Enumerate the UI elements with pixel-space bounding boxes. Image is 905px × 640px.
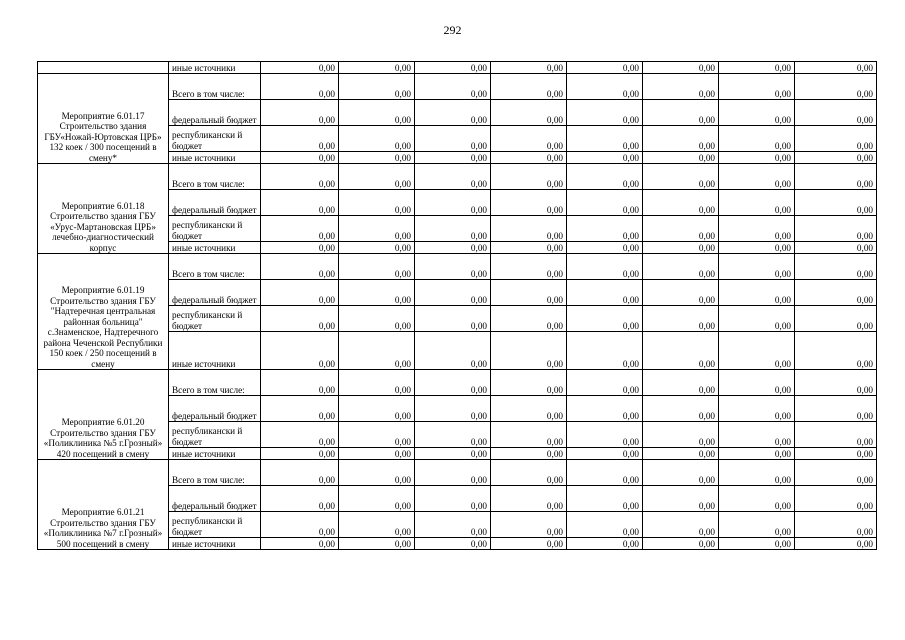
value-cell: 0,00 — [567, 190, 643, 216]
value-cell: 0,00 — [261, 216, 339, 242]
value-cell: 0,00 — [719, 74, 795, 100]
value-cell: 0,00 — [795, 332, 877, 370]
measure-title: Мероприятие 6.01.17 Строительство здания ГБУ«Ножай-Юртовская ЦРБ» 132 коек / 300 посещений в смену* — [38, 74, 169, 164]
value-cell: 0,00 — [491, 460, 567, 486]
value-cell: 0,00 — [567, 460, 643, 486]
value-cell: 0,00 — [491, 62, 567, 74]
value-cell: 0,00 — [261, 306, 339, 332]
value-cell: 0,00 — [795, 512, 877, 538]
value-cell: 0,00 — [795, 538, 877, 550]
value-cell: 0,00 — [567, 74, 643, 100]
value-cell: 0,00 — [719, 190, 795, 216]
value-cell: 0,00 — [491, 396, 567, 422]
value-cell: 0,00 — [795, 460, 877, 486]
value-cell: 0,00 — [491, 242, 567, 254]
value-cell: 0,00 — [795, 280, 877, 306]
value-cell: 0,00 — [795, 100, 877, 126]
value-cell: 0,00 — [643, 164, 719, 190]
value-cell: 0,00 — [795, 396, 877, 422]
table-row — [38, 254, 877, 280]
funding-source: Всего в том числе: — [169, 164, 261, 190]
value-cell: 0,00 — [415, 62, 491, 74]
value-cell: 0,00 — [567, 280, 643, 306]
value-cell: 0,00 — [795, 216, 877, 242]
funding-source: иные источники — [169, 448, 261, 460]
funding-source: федеральный бюджет — [169, 396, 261, 422]
value-cell: 0,00 — [339, 306, 415, 332]
value-cell: 0,00 — [795, 242, 877, 254]
value-cell: 0,00 — [339, 62, 415, 74]
value-cell: 0,00 — [567, 512, 643, 538]
value-cell: 0,00 — [491, 216, 567, 242]
value-cell: 0,00 — [339, 538, 415, 550]
value-cell: 0,00 — [643, 62, 719, 74]
value-cell: 0,00 — [643, 254, 719, 280]
value-cell: 0,00 — [719, 396, 795, 422]
value-cell: 0,00 — [643, 422, 719, 448]
value-cell: 0,00 — [795, 164, 877, 190]
value-cell: 0,00 — [643, 486, 719, 512]
value-cell: 0,00 — [491, 370, 567, 396]
page-number: 292 — [443, 23, 462, 37]
value-cell: 0,00 — [415, 126, 491, 152]
funding-source: республикански й бюджет — [169, 216, 261, 242]
value-cell: 0,00 — [339, 370, 415, 396]
measure-title: Мероприятие 6.01.21 Строительство здания ГБУ «Поликлиника №7 г.Грозный» 500 посещений в смену — [38, 460, 169, 550]
value-cell: 0,00 — [415, 460, 491, 486]
value-cell: 0,00 — [261, 280, 339, 306]
value-cell: 0,00 — [567, 448, 643, 460]
value-cell: 0,00 — [491, 332, 567, 370]
value-cell: 0,00 — [643, 280, 719, 306]
funding-source: иные источники — [169, 538, 261, 550]
funding-source: Всего в том числе: — [169, 370, 261, 396]
funding-source: республикански й бюджет — [169, 126, 261, 152]
value-cell: 0,00 — [261, 538, 339, 550]
funding-source: республикански й бюджет — [169, 422, 261, 448]
value-cell: 0,00 — [567, 216, 643, 242]
value-cell: 0,00 — [339, 486, 415, 512]
value-cell: 0,00 — [491, 74, 567, 100]
value-cell: 0,00 — [719, 486, 795, 512]
funding-source: иные источники — [169, 242, 261, 254]
value-cell: 0,00 — [795, 190, 877, 216]
funding-source: иные источники — [169, 332, 261, 370]
value-cell: 0,00 — [643, 306, 719, 332]
value-cell: 0,00 — [261, 164, 339, 190]
value-cell: 0,00 — [339, 254, 415, 280]
value-cell: 0,00 — [339, 396, 415, 422]
table-row — [38, 164, 877, 190]
value-cell: 0,00 — [415, 448, 491, 460]
value-cell: 0,00 — [719, 126, 795, 152]
value-cell: 0,00 — [567, 100, 643, 126]
value-cell: 0,00 — [567, 422, 643, 448]
value-cell: 0,00 — [643, 126, 719, 152]
value-cell: 0,00 — [567, 538, 643, 550]
value-cell: 0,00 — [415, 190, 491, 216]
value-cell: 0,00 — [719, 512, 795, 538]
value-cell: 0,00 — [415, 370, 491, 396]
value-cell: 0,00 — [491, 100, 567, 126]
value-cell: 0,00 — [339, 460, 415, 486]
value-cell: 0,00 — [339, 280, 415, 306]
value-cell: 0,00 — [719, 100, 795, 126]
value-cell: 0,00 — [415, 512, 491, 538]
value-cell: 0,00 — [567, 332, 643, 370]
value-cell: 0,00 — [415, 216, 491, 242]
value-cell: 0,00 — [491, 190, 567, 216]
value-cell: 0,00 — [261, 486, 339, 512]
value-cell: 0,00 — [415, 280, 491, 306]
value-cell: 0,00 — [415, 152, 491, 164]
value-cell: 0,00 — [261, 100, 339, 126]
value-cell: 0,00 — [415, 422, 491, 448]
value-cell: 0,00 — [261, 152, 339, 164]
value-cell: 0,00 — [795, 486, 877, 512]
value-cell: 0,00 — [491, 280, 567, 306]
value-cell: 0,00 — [719, 216, 795, 242]
measure-title: Мероприятие 6.01.20 Строительство здания ГБУ «Поликлиника №5 г.Грозный» 420 посещений в смену — [38, 370, 169, 460]
value-cell: 0,00 — [795, 422, 877, 448]
value-cell: 0,00 — [415, 74, 491, 100]
value-cell: 0,00 — [261, 370, 339, 396]
value-cell: 0,00 — [339, 74, 415, 100]
value-cell: 0,00 — [719, 460, 795, 486]
table-row — [38, 74, 877, 100]
table-row — [38, 370, 877, 396]
value-cell: 0,00 — [491, 448, 567, 460]
value-cell: 0,00 — [491, 486, 567, 512]
value-cell: 0,00 — [643, 242, 719, 254]
value-cell: 0,00 — [261, 242, 339, 254]
funding-source: республикански й бюджет — [169, 306, 261, 332]
value-cell: 0,00 — [643, 512, 719, 538]
value-cell: 0,00 — [567, 306, 643, 332]
value-cell: 0,00 — [339, 242, 415, 254]
value-cell: 0,00 — [491, 422, 567, 448]
measure-title: Мероприятие 6.01.18 Строительство здания ГБУ «Урус-Мартановская ЦРБ» лечебно-диагностический корпус — [38, 164, 169, 254]
value-cell: 0,00 — [261, 332, 339, 370]
measure-title: Мероприятие 6.01.19 Строительство здания ГБУ "Надтеречная центральная районная больница" с.Знаменское, Надтеречного района Чеченской Республики 150 коек / 250 посещений в смену — [38, 254, 169, 370]
value-cell: 0,00 — [795, 370, 877, 396]
funding-source: Всего в том числе: — [169, 254, 261, 280]
value-cell: 0,00 — [261, 74, 339, 100]
value-cell: 0,00 — [415, 164, 491, 190]
value-cell: 0,00 — [415, 254, 491, 280]
empty-cell — [38, 62, 169, 74]
value-cell: 0,00 — [567, 62, 643, 74]
value-cell: 0,00 — [567, 164, 643, 190]
value-cell: 0,00 — [339, 100, 415, 126]
value-cell: 0,00 — [491, 512, 567, 538]
value-cell: 0,00 — [719, 280, 795, 306]
value-cell: 0,00 — [719, 538, 795, 550]
value-cell: 0,00 — [643, 448, 719, 460]
value-cell: 0,00 — [415, 306, 491, 332]
value-cell: 0,00 — [567, 396, 643, 422]
value-cell: 0,00 — [719, 164, 795, 190]
value-cell: 0,00 — [795, 126, 877, 152]
value-cell: 0,00 — [491, 152, 567, 164]
value-cell: 0,00 — [719, 62, 795, 74]
value-cell: 0,00 — [719, 152, 795, 164]
value-cell: 0,00 — [567, 152, 643, 164]
value-cell: 0,00 — [491, 538, 567, 550]
budget-table — [37, 61, 877, 550]
value-cell: 0,00 — [491, 254, 567, 280]
value-cell: 0,00 — [643, 396, 719, 422]
value-cell: 0,00 — [261, 448, 339, 460]
funding-source: Всего в том числе: — [169, 460, 261, 486]
value-cell: 0,00 — [795, 62, 877, 74]
value-cell: 0,00 — [339, 448, 415, 460]
value-cell: 0,00 — [795, 254, 877, 280]
value-cell: 0,00 — [261, 460, 339, 486]
value-cell: 0,00 — [339, 216, 415, 242]
value-cell: 0,00 — [339, 126, 415, 152]
value-cell: 0,00 — [261, 422, 339, 448]
value-cell: 0,00 — [643, 100, 719, 126]
value-cell: 0,00 — [719, 332, 795, 370]
value-cell: 0,00 — [339, 422, 415, 448]
value-cell: 0,00 — [261, 512, 339, 538]
value-cell: 0,00 — [643, 152, 719, 164]
value-cell: 0,00 — [261, 254, 339, 280]
table-row — [38, 62, 877, 74]
value-cell: 0,00 — [567, 242, 643, 254]
value-cell: 0,00 — [567, 486, 643, 512]
value-cell: 0,00 — [567, 370, 643, 396]
value-cell: 0,00 — [719, 306, 795, 332]
funding-source: иные источники — [169, 152, 261, 164]
funding-source: республикански й бюджет — [169, 512, 261, 538]
funding-source: федеральный бюджет — [169, 100, 261, 126]
value-cell: 0,00 — [643, 370, 719, 396]
funding-source: иные источники — [169, 62, 261, 74]
value-cell: 0,00 — [643, 74, 719, 100]
table-row — [38, 460, 877, 486]
value-cell: 0,00 — [491, 126, 567, 152]
value-cell: 0,00 — [719, 254, 795, 280]
value-cell: 0,00 — [643, 332, 719, 370]
value-cell: 0,00 — [795, 448, 877, 460]
value-cell: 0,00 — [719, 448, 795, 460]
value-cell: 0,00 — [643, 190, 719, 216]
value-cell: 0,00 — [491, 164, 567, 190]
value-cell: 0,00 — [643, 538, 719, 550]
value-cell: 0,00 — [339, 190, 415, 216]
value-cell: 0,00 — [415, 332, 491, 370]
value-cell: 0,00 — [261, 396, 339, 422]
funding-source: Всего в том числе: — [169, 74, 261, 100]
funding-source: федеральный бюджет — [169, 486, 261, 512]
value-cell: 0,00 — [261, 190, 339, 216]
value-cell: 0,00 — [339, 152, 415, 164]
value-cell: 0,00 — [415, 100, 491, 126]
value-cell: 0,00 — [339, 164, 415, 190]
value-cell: 0,00 — [567, 254, 643, 280]
value-cell: 0,00 — [261, 62, 339, 74]
value-cell: 0,00 — [415, 396, 491, 422]
value-cell: 0,00 — [261, 126, 339, 152]
funding-source: федеральный бюджет — [169, 280, 261, 306]
value-cell: 0,00 — [719, 370, 795, 396]
value-cell: 0,00 — [491, 306, 567, 332]
value-cell: 0,00 — [643, 460, 719, 486]
value-cell: 0,00 — [339, 332, 415, 370]
value-cell: 0,00 — [415, 486, 491, 512]
funding-source: федеральный бюджет — [169, 190, 261, 216]
value-cell: 0,00 — [643, 216, 719, 242]
value-cell: 0,00 — [719, 242, 795, 254]
value-cell: 0,00 — [795, 152, 877, 164]
value-cell: 0,00 — [795, 306, 877, 332]
value-cell: 0,00 — [339, 512, 415, 538]
value-cell: 0,00 — [415, 242, 491, 254]
value-cell: 0,00 — [795, 74, 877, 100]
value-cell: 0,00 — [719, 422, 795, 448]
value-cell: 0,00 — [567, 126, 643, 152]
value-cell: 0,00 — [415, 538, 491, 550]
